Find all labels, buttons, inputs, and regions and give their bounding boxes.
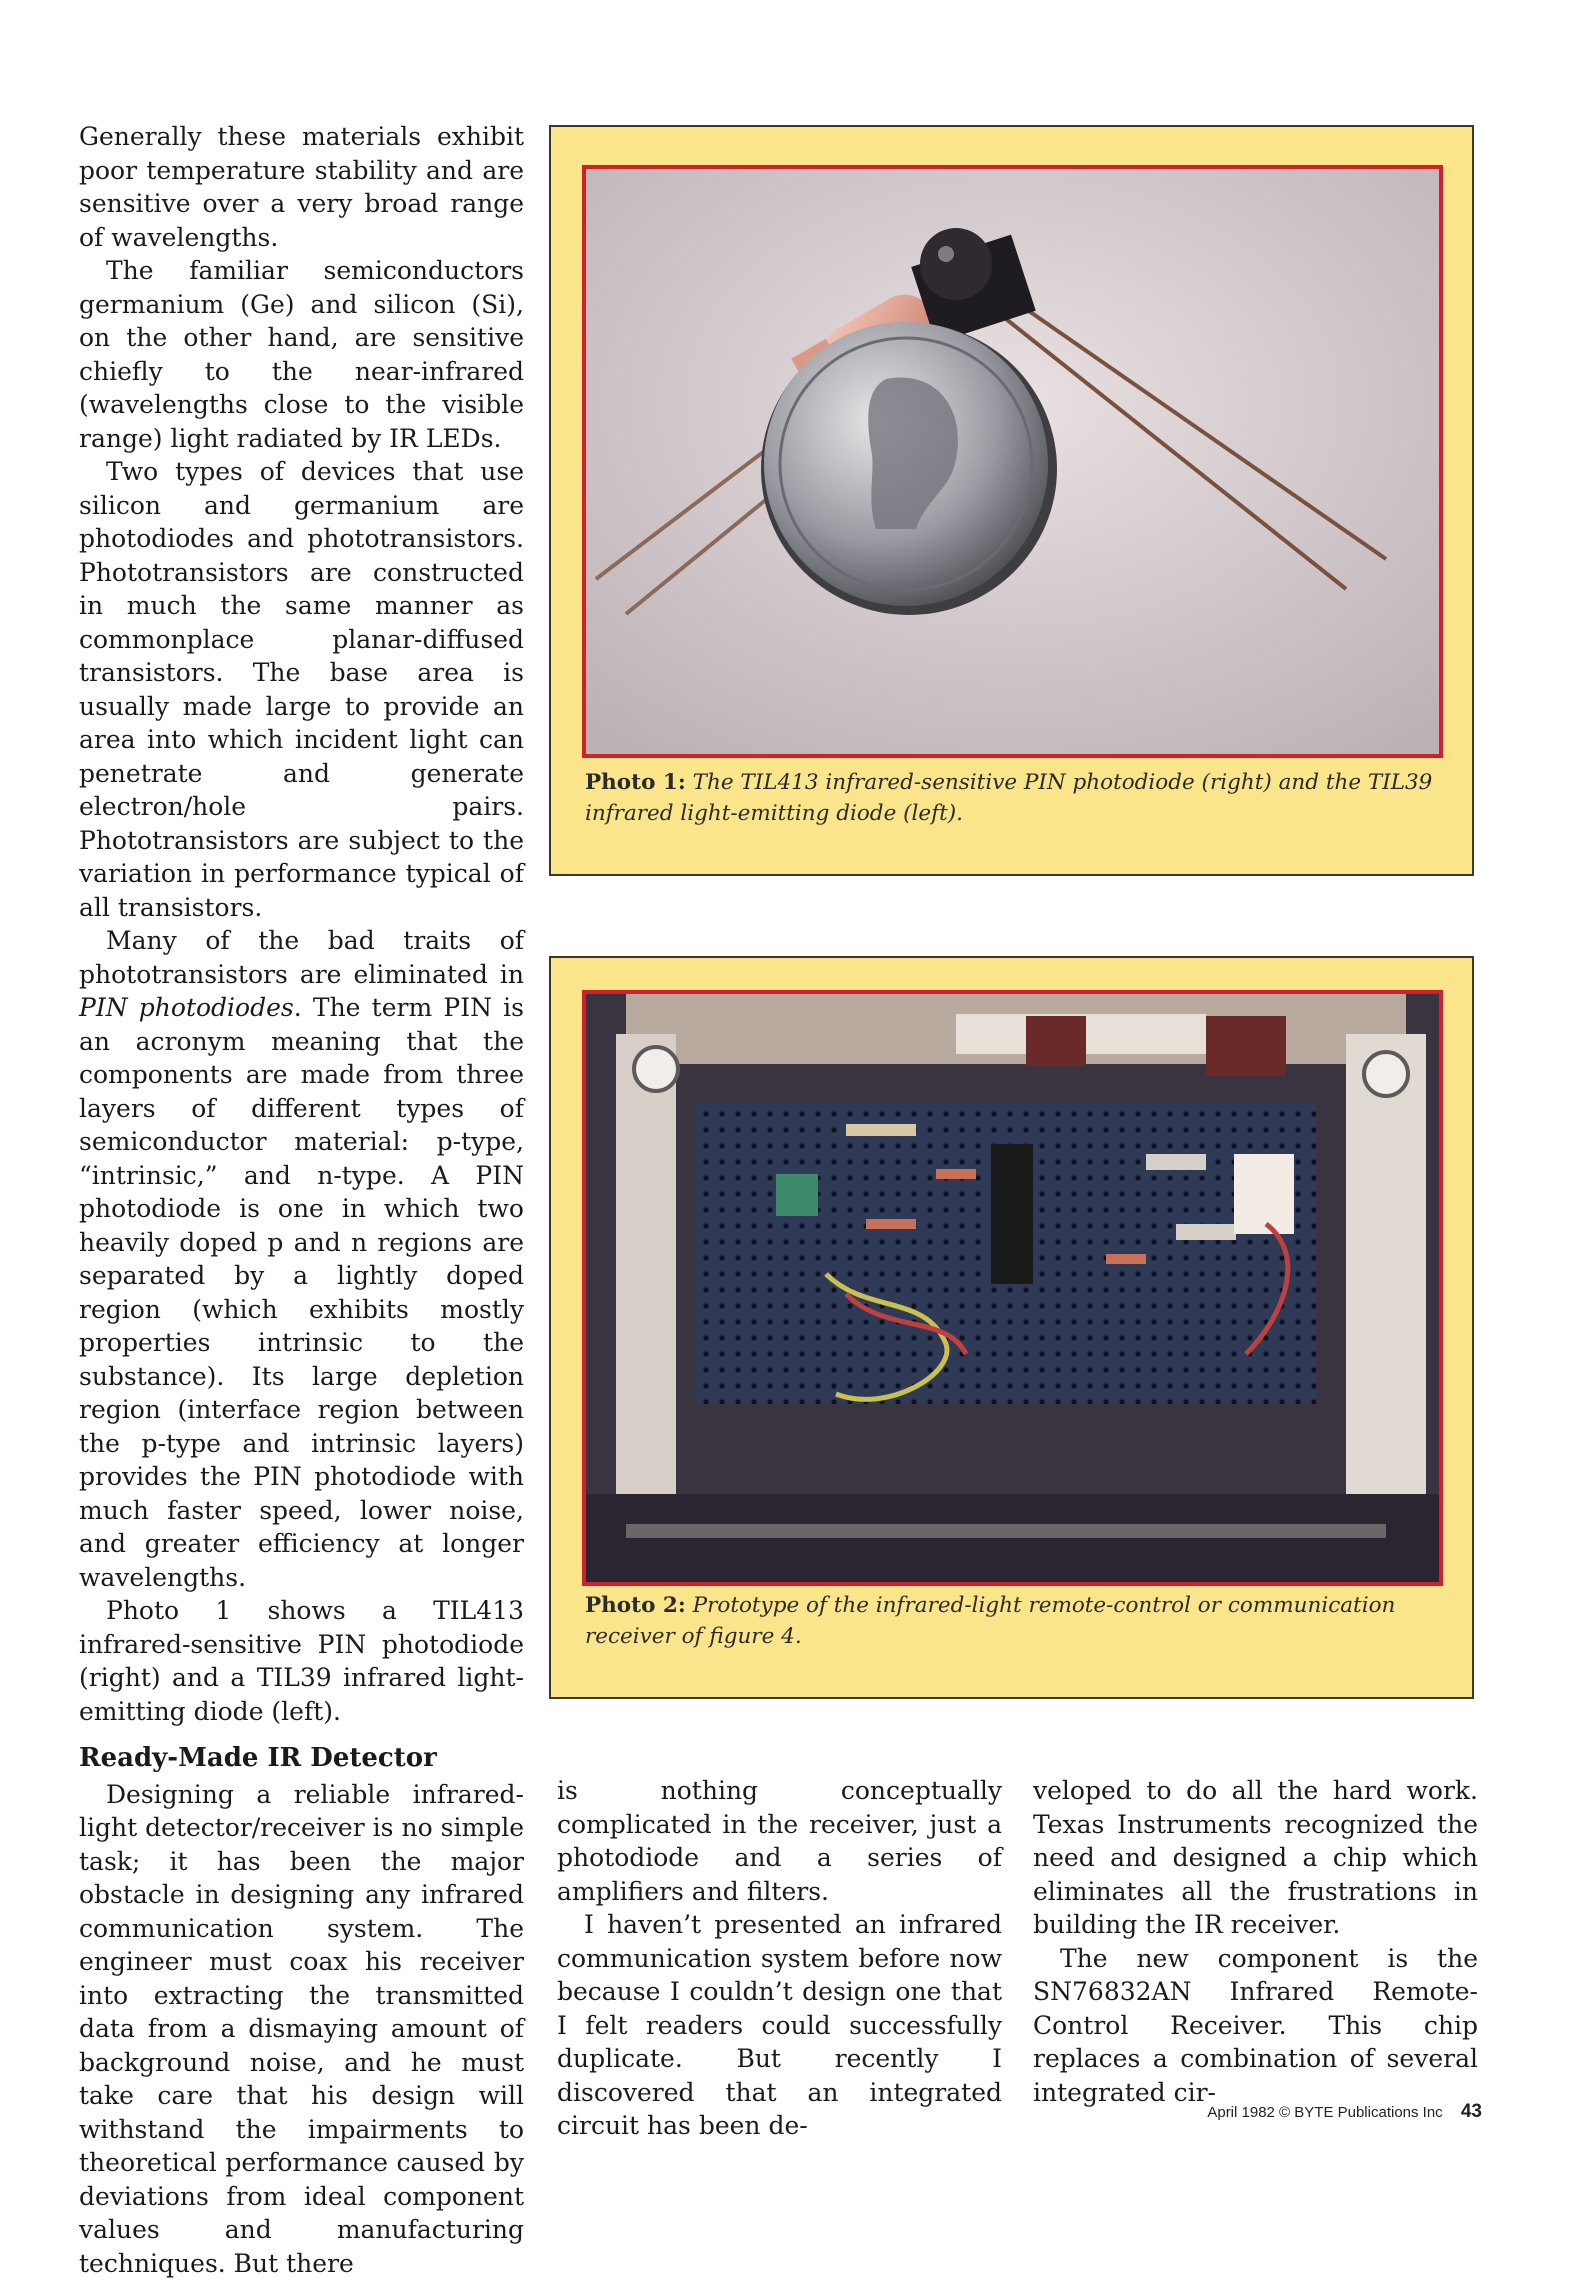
body-paragraph: Designing a reliable infrared-light detector/receiver is no simple task; it has been the major obstacle in designing any infrared communication system. The engineer must coax his receiver into extracting the transmitted data from a dismaying amount of background noise, and he must take care that his design will withstand the impairments to theoretical performance caused by deviations from ideal component values and manufacturing techniques. But there	[79, 1778, 524, 2280]
left-column	[79, 120, 524, 2280]
caption-text: The TIL413 infrared-sensitive PIN photodiode (right) and the TIL39 infrared light-emitting diode (left).	[585, 770, 1432, 826]
pin-term: PIN photodiodes	[79, 993, 294, 1022]
body-paragraph: Generally these materials exhibit poor temperature stability and are sensitive over a very broad range of wavelengths.	[79, 120, 524, 254]
body-paragraph: is nothing conceptually complicated in the receiver, just a photodiode and a series of amplifiers and filters.	[557, 1774, 1002, 1908]
caption-text: Prototype of the infrared-light remote-control or communication receiver of figure 4.	[585, 1593, 1395, 1649]
photo-1-panel	[549, 125, 1474, 876]
footer-credit: April 1982 © BYTE Publications Inc	[1207, 2104, 1442, 2121]
photo-1-caption	[585, 767, 1442, 829]
photo-1-image	[582, 165, 1443, 758]
caption-label: Photo 1:	[585, 770, 686, 795]
diode-coin-illustration	[586, 169, 1439, 754]
middle-column	[557, 1774, 1002, 2143]
pin-text-after: . The term PIN is an acronym meaning that the components are made from three layers of different types of semiconductor material: p-type, “intrinsic,” and n-type. A PIN photodiode is one in which two heavily doped p and n regions are separated by a lightly doped region (which exhibits mostly properties intrinsic to the substance). Its large depletion region (interface region between the p-type and intrinsic layers) provides the PIN photodiode with much faster speed, lower noise, and greater efficiency at longer wavelengths.	[79, 993, 524, 1592]
prototype-board-illustration	[586, 994, 1439, 1582]
body-paragraph: veloped to do all the hard work. Texas Instruments recognized the need and designed a chip which eliminates all the frustrations in building the IR receiver.	[1033, 1774, 1478, 1942]
page-footer	[1207, 2101, 1482, 2123]
body-paragraph: Two types of devices that use silicon and germanium are photodiodes and phototransistors. Phototransistors are constructed in much the same manner as commonplace planar-diffused transistors. The base area is usually made large to provide an area into which incident light can penetrate and generate electron/hole pairs. Phototransistors are subject to the variation in performance typical of all transistors.	[79, 455, 524, 924]
photo-2-caption	[585, 1590, 1442, 1652]
pin-paragraph	[79, 924, 524, 1594]
pin-text-before: Many of the bad traits of phototransistors are eliminated in	[79, 926, 524, 989]
body-paragraph: The new component is the SN76832AN Infrared Remote-Control Receiver. This chip replaces a combination of several integrated cir-	[1033, 1942, 1478, 2110]
photo-2-panel	[549, 956, 1474, 1699]
photo-2-image	[582, 990, 1443, 1586]
body-paragraph: Photo 1 shows a TIL413 infrared-sensitive PIN photodiode (right) and a TIL39 infrared light-emitting diode (left).	[79, 1594, 524, 1728]
body-paragraph: The familiar semiconductors germanium (Ge) and silicon (Si), on the other hand, are sensitive chiefly to the near-infrared (wavelengths close to the visible range) light radiated by IR LEDs.	[79, 254, 524, 455]
caption-label: Photo 2:	[585, 1593, 686, 1618]
right-column	[1033, 1774, 1478, 2109]
body-paragraph: I haven’t presented an infrared communication system before now because I couldn’t design one that I felt readers could successfully duplicate. But recently I discovered that an integrated circuit has been de-	[557, 1908, 1002, 2143]
dime-coin	[761, 322, 1057, 615]
section-heading: Ready-Made IR Detector	[79, 1742, 524, 1776]
page-number: 43	[1461, 2101, 1482, 2122]
ic-chip	[991, 1144, 1033, 1284]
